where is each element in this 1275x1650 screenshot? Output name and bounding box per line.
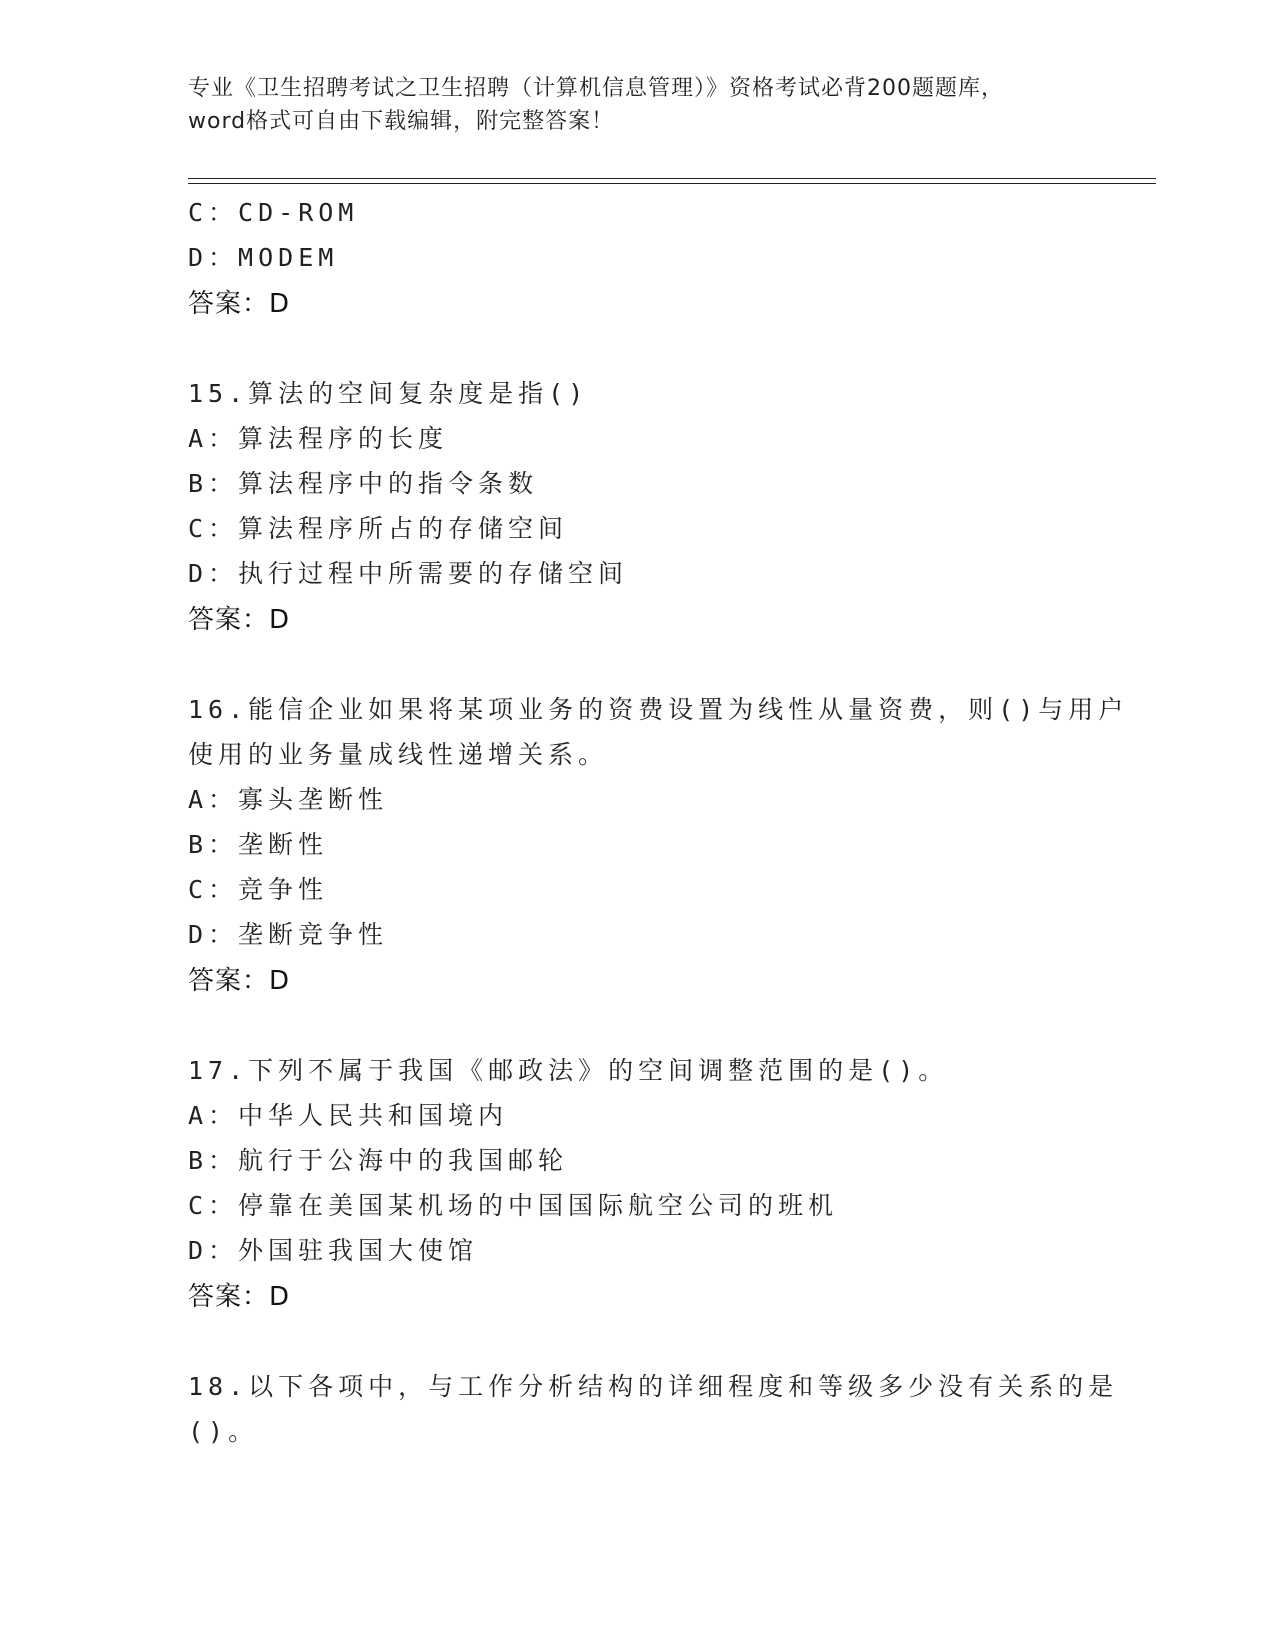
q15-answer: 答案：D bbox=[188, 605, 291, 635]
header-divider-top bbox=[188, 178, 1156, 179]
q17-stem: 17.下列不属于我国《邮政法》的空间调整范围的是()。 bbox=[188, 1056, 949, 1085]
q15-option-a: A：算法程序的长度 bbox=[188, 424, 449, 453]
q17-option-c: C：停靠在美国某机场的中国国际航空公司的班机 bbox=[188, 1191, 839, 1220]
q17-option-a: A：中华人民共和国境内 bbox=[188, 1101, 509, 1130]
q14-answer: 答案：D bbox=[188, 289, 291, 319]
q17-answer: 答案：D bbox=[188, 1282, 291, 1312]
q15-option-c: C：算法程序所占的存储空间 bbox=[188, 514, 569, 543]
q15-stem: 15.算法的空间复杂度是指() bbox=[188, 379, 589, 408]
header-divider-bottom bbox=[188, 183, 1156, 184]
q16-option-b: B：垄断性 bbox=[188, 830, 329, 859]
q15-option-b: B：算法程序中的指令条数 bbox=[188, 469, 539, 498]
q14-option-c: C：CD-ROM bbox=[188, 198, 359, 227]
header-line-1: 专业《卫生招聘考试之卫生招聘（计算机信息管理）》资格考试必背200题题库， bbox=[188, 76, 1004, 101]
q17-option-d: D：外国驻我国大使馆 bbox=[188, 1236, 479, 1265]
q16-option-a: A：寡头垄断性 bbox=[188, 785, 389, 814]
document-header bbox=[188, 72, 1088, 138]
q16-option-c: C：竞争性 bbox=[188, 875, 329, 904]
q17-option-b: B：航行于公海中的我国邮轮 bbox=[188, 1146, 569, 1175]
q18-stem-line-1: 18.以下各项中，与工作分析结构的详细程度和等级多少没有关系的是 bbox=[188, 1372, 1119, 1401]
q14-option-d: D：MODEM bbox=[188, 243, 339, 272]
q16-stem-line-1: 16.能信企业如果将某项业务的资费设置为线性从量资费，则()与用户 bbox=[188, 695, 1129, 724]
q15-option-d: D：执行过程中所需要的存储空间 bbox=[188, 559, 629, 588]
q16-answer: 答案：D bbox=[188, 966, 291, 996]
header-line-2: word格式可自由下载编辑，附完整答案！ bbox=[188, 109, 615, 134]
q16-option-d: D：垄断竞争性 bbox=[188, 920, 389, 949]
q18-stem-line-2: ()。 bbox=[188, 1417, 259, 1446]
q16-stem-line-2: 使用的业务量成线性递增关系。 bbox=[188, 740, 609, 769]
